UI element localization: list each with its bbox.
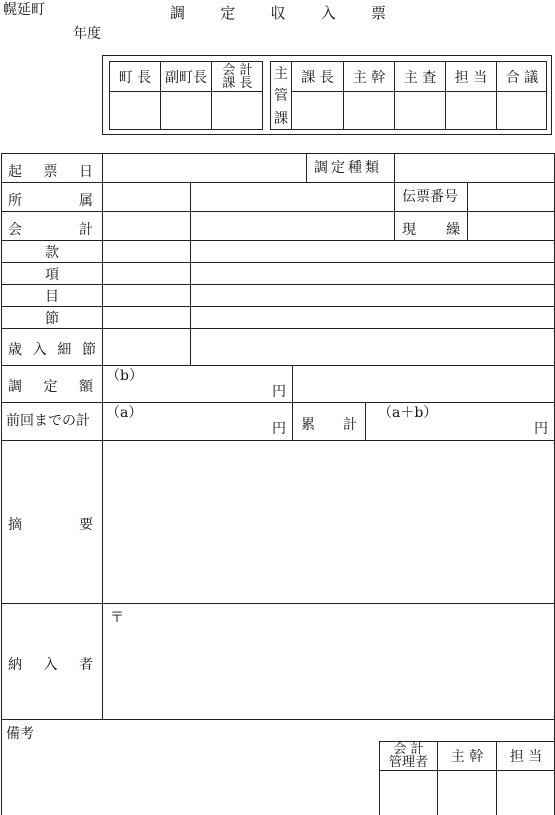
vert-char: 課 [274, 110, 288, 127]
label-char: 納 [8, 657, 22, 673]
label-char: 定 [43, 379, 58, 395]
revenue-subsection-label [8, 339, 96, 359]
label-char: 計 [79, 222, 93, 238]
approval-section-chief: 課 長 [301, 69, 334, 86]
ab-marker: （a＋b） [378, 405, 438, 421]
summary-label [8, 514, 93, 534]
previous-total-label: 前回までの計 [6, 413, 90, 429]
approval-senior-officer: 主 幹 [352, 69, 386, 86]
approval-managing-section [271, 62, 291, 129]
title-char: 票 [370, 4, 386, 22]
town-name: 幌延町 [3, 2, 45, 18]
approval-deputy-mayor: 副町長 [165, 69, 207, 86]
approval-mayor: 町 長 [118, 69, 152, 86]
title-char: 定 [220, 4, 236, 22]
voucher-number-label: 伝票番号 [402, 189, 458, 205]
approval-consultation: 合 議 [505, 69, 539, 86]
assessed-amount-label [8, 376, 93, 396]
approval-accounting-chief: 会 計 課 長 [222, 62, 253, 91]
label-char: 者 [79, 657, 93, 673]
accounting-label [8, 219, 93, 239]
postal-mark: 〒 [110, 610, 124, 626]
label-char: 現 [402, 222, 416, 238]
vert-char: 主 [274, 66, 288, 83]
issue-date-field[interactable] [104, 155, 304, 181]
remarks-label: 備考 [6, 726, 34, 742]
footer-senior-officer: 主 幹 [450, 749, 484, 765]
label-char: 額 [79, 379, 93, 395]
label-char: 累 [301, 417, 315, 433]
moku-label: 目 [45, 288, 59, 305]
label-char: 入 [32, 342, 47, 358]
label-char: 摘 [8, 517, 22, 533]
approval-person-in-charge: 担 当 [454, 69, 488, 86]
label-char: 要 [79, 517, 93, 533]
issue-date-label [8, 161, 93, 181]
label-char: 日 [79, 164, 93, 180]
current-carryover-label [402, 219, 460, 239]
a-marker: （a） [106, 405, 143, 421]
footer-accounting-manager: 会 計 管理者 [388, 742, 428, 770]
summary-field[interactable] [104, 442, 554, 602]
label-char: 細 [57, 342, 72, 358]
payer-label [8, 654, 93, 674]
approval-inspector: 主 査 [403, 69, 437, 86]
department-label [8, 190, 93, 210]
label-char: 入 [43, 657, 58, 673]
setsu-label: 節 [45, 310, 59, 327]
label-char: 歳 [8, 342, 22, 358]
label-char: 票 [43, 164, 58, 180]
label-char: 調 [8, 379, 22, 395]
vert-char: 管 [274, 88, 288, 105]
label-char: 属 [79, 193, 93, 209]
label-char: 計 [343, 417, 357, 433]
title-char: 入 [320, 4, 336, 22]
yen-unit: 円 [272, 421, 286, 437]
label-char: 起 [8, 164, 22, 180]
kan-label: 款 [45, 244, 59, 261]
label-char: 会 [8, 222, 22, 238]
assessment-type-label: 調定種類 [314, 160, 382, 176]
b-marker: （b） [106, 368, 143, 384]
title-char: 収 [270, 4, 286, 22]
label-char: 繰 [446, 222, 460, 238]
cumulative-label [301, 414, 357, 434]
footer-person-in-charge: 担 当 [509, 749, 543, 765]
assessment-type-field[interactable] [396, 155, 552, 181]
label-char: 所 [8, 193, 22, 209]
document-title [170, 2, 386, 23]
title-char: 調 [170, 4, 186, 22]
ko-label: 項 [45, 266, 59, 283]
label-char: 節 [81, 342, 96, 358]
yen-unit: 円 [272, 384, 286, 400]
fiscal-year-label: 年度 [73, 26, 101, 42]
yen-unit: 円 [534, 421, 548, 437]
payer-field[interactable] [104, 628, 554, 717]
